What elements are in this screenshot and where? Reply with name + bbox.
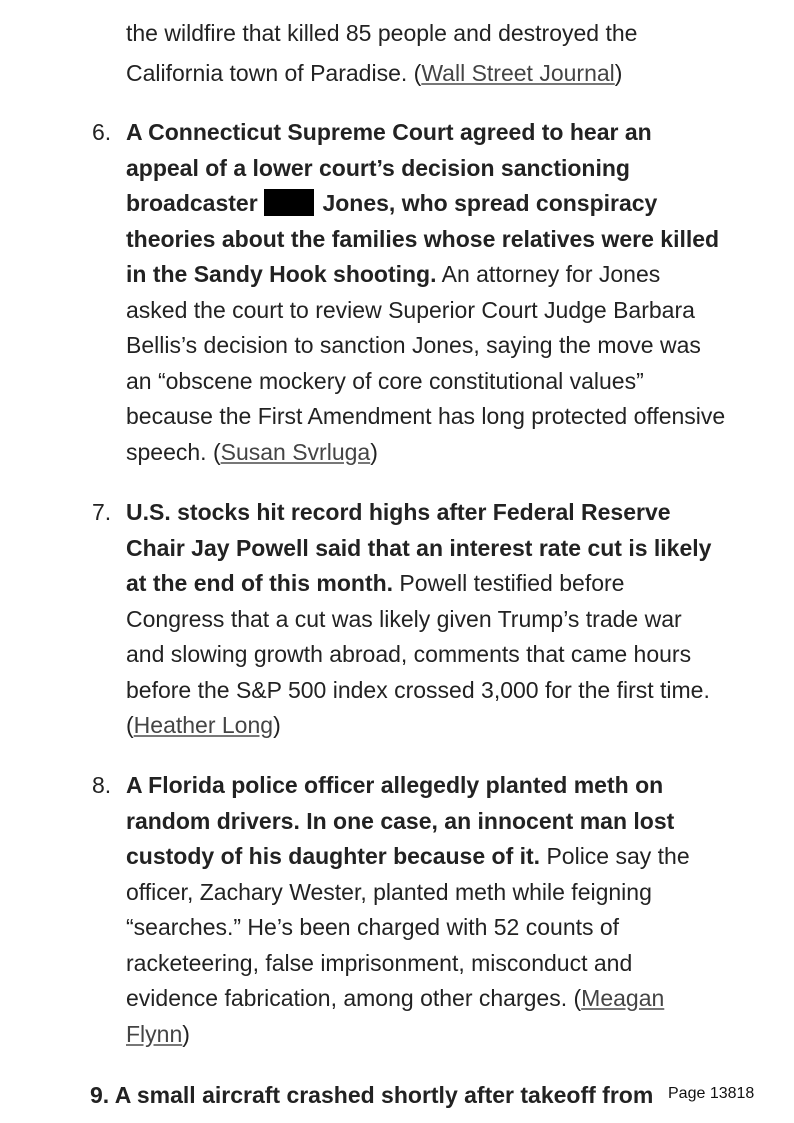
source-link-wall-street-journal[interactable]: Wall Street Journal (421, 60, 615, 86)
source-close: ) (182, 1020, 190, 1047)
source-close: ) (370, 438, 378, 465)
page-number: Page 13818 (668, 1085, 755, 1102)
headline-text: A Connecticut Supreme Court agreed to hear an appeal of a lower court’s decision sanctioning broadcaster (126, 119, 652, 216)
list-item-number: 6. (92, 119, 112, 145)
list-item-number: 7. (92, 499, 112, 525)
continued-paragraph (126, 56, 746, 91)
headline-text-continued: Jones, who spread conspiracy theories about the families whose relatives were killed in the Sandy Hook shooting. (126, 190, 720, 287)
source-close: ) (273, 712, 281, 738)
body-text: An attorney for Jones asked the court to review Superior Court Judge Barbara Bellis’s decision to sanction Jones, saying the move was an “obscene mockery of core constitutional values” because the First Amendment has long protected offensive speech. ( (126, 261, 726, 465)
list-item-number: 8. (92, 772, 112, 798)
list-item-7 (92, 495, 726, 744)
body-text: Powell testified before Congress that a cut was likely given Trump’s trade war and slowing growth abroad, comments that came hours before the S&P 500 index crossed 3,000 for the first time. ( (126, 570, 710, 738)
body-text: Police say the officer, Zachary Wester, planted meth while feigning “searches.” He’s been charged with 52 counts of racketeering, false imprisonment, misconduct and evidence fabrication, among other charges. ( (126, 843, 690, 1011)
headline-text: U.S. stocks hit record highs after Federal Reserve Chair Jay Powell said that an interest rate cut is likely at the end of this month. (126, 499, 712, 596)
source-link-meagan-flynn[interactable]: Meagan Flynn (126, 985, 665, 1047)
list-item-6 (92, 115, 726, 470)
clipped-next-line-text: 9. A small aircraft crashed shortly after takeoff from (90, 1082, 654, 1108)
continued-paragraph-close: ) (614, 60, 623, 86)
clipped-previous-line (126, 20, 746, 46)
clipped-next-line (90, 1078, 654, 1108)
source-link-heather-long[interactable]: Heather Long (133, 712, 274, 738)
continued-paragraph-text: California town of Paradise. ( (126, 60, 422, 86)
redaction-block (264, 189, 314, 216)
clipped-previous-line-text: the wildfire that killed 85 people and destroyed the (126, 20, 638, 46)
list-item-8 (92, 768, 726, 1052)
source-link-susan-svrluga[interactable]: Susan Svrluga (220, 438, 371, 465)
headline-text: A Florida police officer allegedly planted meth on random drivers. In one case, an innocent man lost custody of his daughter because of it. (126, 772, 675, 869)
